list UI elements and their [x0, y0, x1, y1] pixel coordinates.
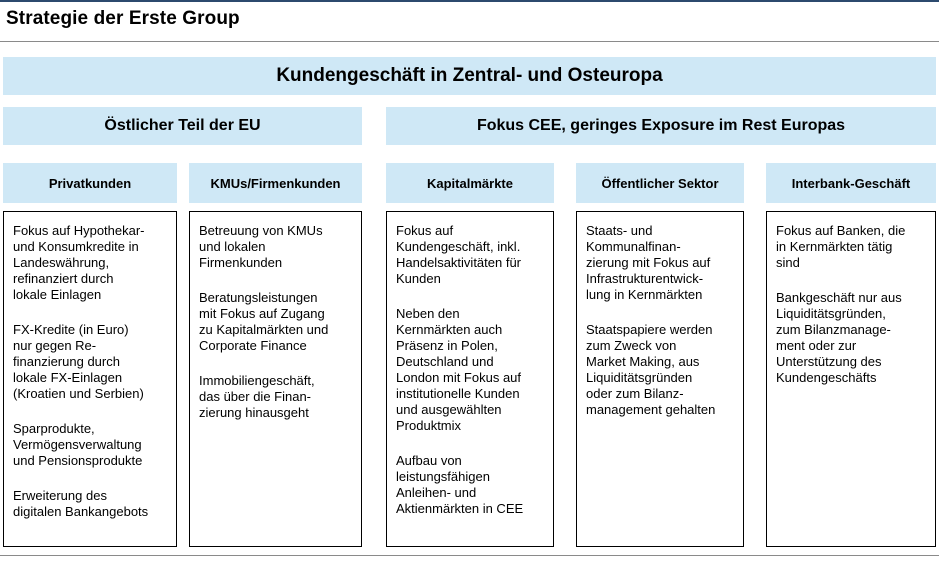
segment-paragraph: FX-Kredite (in Euro) nur gegen Re- finanzierung durch lokale FX-Einlagen (Kroatien und Serbien) [13, 322, 144, 401]
segment-box-interbank [766, 211, 936, 547]
page-title: Strategie der Erste Group [6, 8, 240, 29]
main-band: Kundengeschäft in Zentral- und Osteuropa [3, 57, 936, 95]
segment-header-kmu: KMUs/Firmenkunden [189, 163, 362, 203]
segment-paragraph: Neben den Kernmärkten auch Präsenz in Polen, Deutschland und London mit Fokus auf institutionelle Kunden und ausgewählten Produktmix [396, 306, 522, 433]
segment-paragraph: Erweiterung des digitalen Bankangebots [13, 488, 149, 519]
segment-header-oeffentlicher-sektor: Öffentlicher Sektor [576, 163, 744, 203]
title-rule [0, 41, 939, 42]
sub-band-cee: Fokus CEE, geringes Exposure im Rest Europas [386, 107, 936, 145]
segment-paragraph: Fokus auf Hypothekar- und Konsumkredite in Landeswährung, refinanziert durch lokale Einlagen [13, 223, 145, 302]
segment-box-oeffentlicher-sektor [576, 211, 744, 547]
segment-paragraph: Immobiliengeschäft, das über die Finan- zierung hinausgeht [199, 373, 315, 420]
segment-paragraph: Staats- und Kommunalfinan- zierung mit Fokus auf Infrastrukturentwick- lung in Kernmärkten [586, 223, 711, 302]
segment-paragraph: Fokus auf Banken, die in Kernmärkten tätig sind [776, 223, 906, 270]
top-rule [0, 0, 939, 2]
segment-header-interbank: Interbank-Geschäft [766, 163, 936, 203]
segment-box-kapitalmaerkte [386, 211, 554, 547]
segment-paragraph: Bankgeschäft nur aus Liquiditätsgründen, zum Bilanzmanage- ment oder zur Unterstützung des Kundengeschäfts [776, 290, 902, 385]
sub-band-eu: Östlicher Teil der EU [3, 107, 362, 145]
segment-box-kmu [189, 211, 362, 547]
segment-header-kapitalmaerkte: Kapitalmärkte [386, 163, 554, 203]
segment-paragraph: Sparprodukte, Vermögensverwaltung und Pensionsprodukte [13, 421, 143, 468]
bottom-rule [0, 555, 939, 556]
segment-paragraph: Staatspapiere werden zum Zweck von Market Making, aus Liquiditätsgründen oder zum Bilanz- management gehalten [586, 322, 716, 417]
segment-paragraph: Fokus auf Kundengeschäft, inkl. Handelsaktivitäten für Kunden [396, 223, 522, 286]
segment-box-privatkunden [3, 211, 177, 547]
segment-header-privatkunden: Privatkunden [3, 163, 177, 203]
segment-paragraph: Beratungsleistungen mit Fokus auf Zugang zu Kapitalmärkten und Corporate Finance [199, 290, 329, 353]
segment-paragraph: Aufbau von leistungsfähigen Anleihen- und Aktienmärkten in CEE [396, 453, 524, 516]
segment-paragraph: Betreuung von KMUs und lokalen Firmenkunden [199, 223, 323, 270]
